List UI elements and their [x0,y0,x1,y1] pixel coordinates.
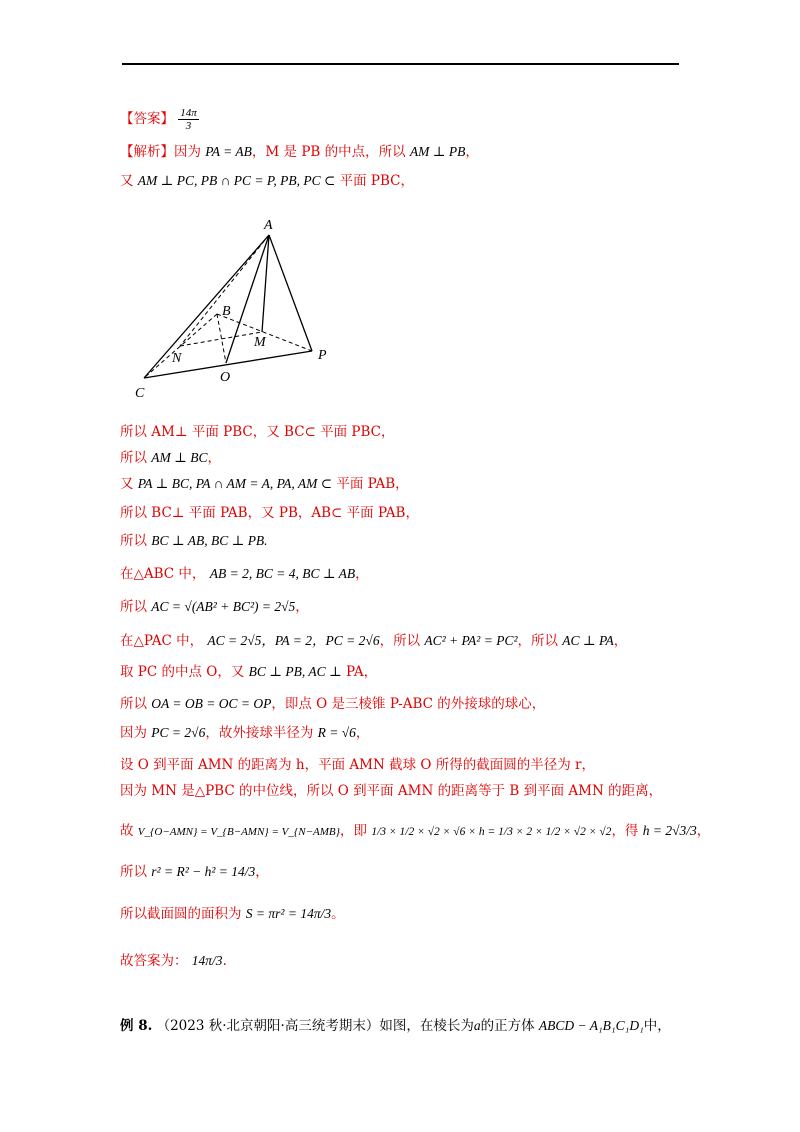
analysis-line-1: 【解析】因为 PA = AB，M 是 PB 的中点，所以 AM ⊥ PB， [120,144,479,160]
header-rule [122,63,679,65]
label-C: C [135,386,145,400]
example-8: 例 8. （2023 秋·北京朝阳·高三统考期末）如图，在棱长为a的正方体 ABCD − A₁B₁C₁D₁中， [120,1018,671,1034]
step-11: 因为 PC = 2√6，故外接球半径为 R = √6， [120,725,370,741]
label-P: P [318,348,327,363]
answer-line [120,107,199,132]
step-4: 所以 BC⊥ 平面 PAB，又 PB，AB⊂ 平面 PAB， [120,505,419,521]
step-6: 在△ABC 中， AB = 2, BC = 4, BC ⊥ AB， [120,566,369,582]
step-14: 故 V_{O−AMN} = V_{B−AMN} = V_{N−AMB}，即 1/3 × 1/2 × √2 × √6 × h = 1/3 × 2 × 1/2 × √2 × √2，得 h = 2√3/3， [120,823,711,839]
analysis-line-2: 又 AM ⊥ PC, PB ∩ PC = P, PB, PC ⊂ 平面 PBC， [120,173,414,189]
label-N: N [172,351,182,366]
answer-fraction: $\frac{14\pi}{3}$ [180,107,197,132]
example-label: 例 8. [120,1018,153,1034]
step-1: 所以 AM⊥ 平面 PBC，又 BC⊂ 平面 PBC， [120,424,395,440]
step-13: 因为 MN 是△PBC 的中位线，所以 O 到平面 AMN 的距离等于 B 到平面 AMN 的距离， [120,783,663,799]
step-10: 所以 OA = OB = OC = OP，即点 O 是三棱锥 P-ABC 的外接球的球心， [120,696,546,712]
step-17: 故答案为： 14π/3. [120,953,227,969]
step-8: 在△PAC 中， AC = 2√5，PA = 2，PC = 2√6，所以 AC² + PA² = PC²，所以 AC ⊥ PA， [120,633,628,649]
label-A: A [264,218,273,233]
pyramid-figure [130,215,340,400]
step-7: 所以 AC = √(AB² + BC²) = 2√5， [120,599,309,615]
step-9: 取 PC 的中点 O，又 BC ⊥ PB, AC ⊥ PA， [120,664,378,680]
label-M: M [254,335,266,350]
step-2: 所以 AM ⊥ BC， [120,450,221,466]
step-15: 所以 r² = R² − h² = 14/3， [120,864,269,880]
analysis-tag: 【解析】 [120,144,174,160]
step-3: 又 PA ⊥ BC, PA ∩ AM = A, PA, AM ⊂ 平面 PAB， [120,476,409,492]
label-B: B [222,304,231,319]
answer-tag: 【答案】 [120,111,174,127]
step-12: 设 O 到平面 AMN 的距离为 h，平面 AMN 截球 O 所得的截面圆的半径为 r， [120,757,595,773]
step-16: 所以截面圆的面积为 S = πr² = 14π/3。 [120,906,345,922]
label-O: O [220,370,231,385]
step-5: 所以 BC ⊥ AB, BC ⊥ PB. [120,533,268,549]
